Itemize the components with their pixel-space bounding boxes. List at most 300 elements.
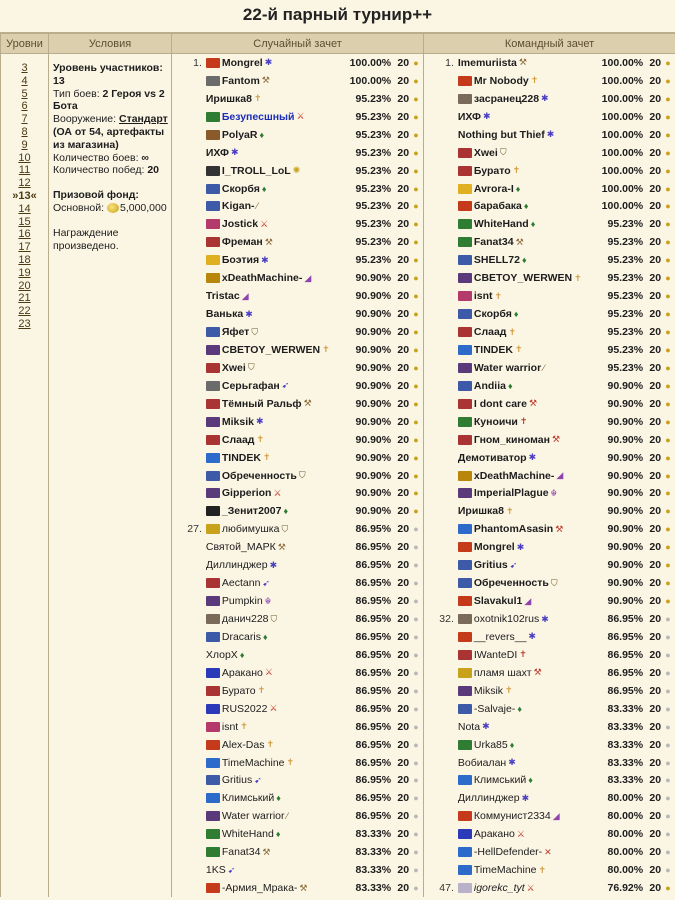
- player-name[interactable]: RUS2022: [221, 702, 268, 715]
- battle-type-value: 2 Героя vs 2 Бота: [53, 87, 165, 113]
- player-name[interactable]: TimeMachine: [473, 864, 537, 877]
- gold-medal-icon: ●: [665, 93, 671, 104]
- level-link[interactable]: 17: [18, 241, 31, 254]
- win-percent: 95.23%: [355, 146, 392, 159]
- level-link[interactable]: 3: [21, 62, 28, 74]
- class-icon: ◢: [556, 470, 564, 481]
- player-name[interactable]: Water warrior: [221, 810, 285, 823]
- clan-emblem-icon[interactable]: [206, 829, 220, 839]
- player-name[interactable]: Иришка8: [457, 505, 504, 518]
- player-cell: [206, 828, 341, 840]
- player-name[interactable]: PolyaR: [221, 128, 258, 141]
- clan-emblem-icon[interactable]: [206, 76, 220, 86]
- player-cell: [458, 326, 593, 338]
- player-name[interactable]: Xwei: [473, 146, 498, 159]
- clan-emblem-icon[interactable]: [458, 488, 472, 498]
- clan-emblem-icon[interactable]: [458, 273, 472, 283]
- standings-row: [424, 592, 675, 610]
- level-link[interactable]: 10: [18, 151, 31, 164]
- silver-medal-icon: ●: [665, 721, 671, 732]
- clan-emblem-icon[interactable]: [206, 363, 220, 373]
- player-name[interactable]: Аракано: [221, 666, 263, 679]
- class-icon: ✱: [541, 93, 549, 104]
- win-percent: 100.00%: [349, 56, 392, 69]
- win-percent: 86.95%: [355, 756, 392, 769]
- player-name[interactable]: 1KS: [205, 864, 226, 877]
- player-cell: [458, 613, 593, 625]
- player-name[interactable]: Святой_МАРК: [205, 541, 276, 554]
- level-link[interactable]: 11: [18, 164, 31, 177]
- player-name[interactable]: Яфет: [221, 326, 250, 339]
- player-cell: [458, 362, 593, 374]
- wins-count: 20: [397, 720, 410, 733]
- clan-emblem-icon[interactable]: [458, 578, 472, 588]
- clan-emblem-icon[interactable]: [206, 399, 220, 409]
- battles-label: Количество боев:: [53, 151, 139, 164]
- class-icon: ♦: [276, 793, 281, 804]
- player-name[interactable]: ИХФ: [205, 146, 229, 159]
- player-name[interactable]: Диллинджер: [457, 792, 520, 805]
- player-name[interactable]: Демотиватор: [457, 451, 527, 464]
- player-name[interactable]: TimeMachine: [221, 756, 285, 769]
- wins-value: 20: [147, 164, 159, 177]
- player-name[interactable]: Urka85: [473, 738, 508, 751]
- wins-count: 20: [397, 666, 410, 679]
- win-percent: 100.00%: [601, 74, 644, 87]
- player-name[interactable]: Вобиалан: [457, 756, 507, 769]
- clan-emblem-icon[interactable]: [206, 704, 220, 714]
- clan-emblem-icon[interactable]: [206, 811, 220, 821]
- clan-emblem-icon[interactable]: [458, 237, 472, 247]
- player-name[interactable]: isnt: [221, 720, 239, 733]
- clan-emblem-icon[interactable]: [206, 166, 220, 176]
- player-name[interactable]: Слаад: [473, 326, 507, 339]
- clan-emblem-icon[interactable]: [206, 847, 220, 857]
- player-name[interactable]: Avrora-I: [473, 182, 514, 195]
- player-name[interactable]: Gritius: [221, 774, 253, 787]
- clan-emblem-icon[interactable]: [206, 58, 220, 68]
- clan-emblem-icon[interactable]: [458, 614, 472, 624]
- clan-emblem-icon[interactable]: [458, 184, 472, 194]
- clan-emblem-icon[interactable]: [206, 273, 220, 283]
- wins-label: Количество побед:: [53, 164, 145, 177]
- player-name[interactable]: -HellDefender-: [473, 846, 543, 859]
- player-cell: [206, 631, 341, 643]
- player-name[interactable]: Обреченность: [473, 577, 549, 590]
- clan-emblem-icon[interactable]: [206, 758, 220, 768]
- clan-emblem-icon[interactable]: [458, 327, 472, 337]
- clan-emblem-icon[interactable]: [458, 596, 472, 606]
- player-name[interactable]: Серьгафан: [221, 379, 280, 392]
- player-name[interactable]: isnt: [473, 290, 493, 303]
- wins-count: 20: [649, 290, 662, 303]
- level-link[interactable]: 18: [18, 253, 31, 266]
- clan-emblem-icon[interactable]: [458, 381, 472, 391]
- player-name[interactable]: Ванька: [205, 308, 244, 321]
- player-name[interactable]: oxotnik102rus: [473, 613, 540, 626]
- clan-emblem-icon[interactable]: [206, 381, 220, 391]
- player-name[interactable]: Скорбя: [221, 182, 260, 195]
- clan-emblem-icon[interactable]: [206, 327, 220, 337]
- silver-medal-icon: ●: [413, 560, 419, 571]
- player-name[interactable]: Диллинджер: [205, 559, 268, 572]
- wins-count: 20: [649, 684, 662, 697]
- wins-count: 20: [397, 74, 410, 87]
- player-name[interactable]: TINDEK: [221, 451, 261, 464]
- player-name[interactable]: Аракано: [473, 828, 515, 841]
- win-percent: 80.00%: [607, 846, 644, 859]
- gold-medal-icon: ●: [413, 219, 419, 230]
- level-link[interactable]: 4: [21, 74, 28, 87]
- level-link[interactable]: 22: [18, 305, 31, 318]
- class-icon: ⚒: [277, 541, 286, 552]
- player-name[interactable]: -Армия_Мрака-: [221, 882, 298, 895]
- player-name[interactable]: igorekc_tyt: [473, 882, 525, 895]
- win-percent: 95.23%: [607, 308, 644, 321]
- player-name[interactable]: Kigan-: [221, 200, 255, 213]
- player-name[interactable]: Mongrel: [473, 541, 515, 554]
- clan-emblem-icon[interactable]: [206, 686, 220, 696]
- class-icon: ⚔: [516, 828, 525, 839]
- clan-emblem-icon[interactable]: [458, 345, 472, 355]
- player-cell: [206, 505, 341, 517]
- clan-emblem-icon[interactable]: [206, 883, 220, 893]
- win-percent: 100.00%: [601, 182, 644, 195]
- wins-count: 20: [649, 451, 662, 464]
- win-percent: 95.23%: [355, 236, 392, 249]
- class-icon: ⛉: [270, 613, 278, 624]
- clan-emblem-icon[interactable]: [206, 435, 220, 445]
- player-name[interactable]: Xwei: [221, 361, 246, 374]
- player-name[interactable]: Безупесшный: [221, 110, 295, 123]
- player-cell: [206, 272, 341, 284]
- clan-emblem-icon[interactable]: [206, 596, 220, 606]
- player-name[interactable]: Mongrel: [221, 56, 263, 69]
- clan-emblem-icon[interactable]: [458, 560, 472, 570]
- clan-emblem-icon[interactable]: [206, 453, 220, 463]
- win-percent: 100.00%: [349, 74, 392, 87]
- wins-count: 20: [397, 792, 410, 805]
- player-name[interactable]: ХлорХ: [205, 648, 238, 661]
- level-link[interactable]: 23: [18, 317, 31, 330]
- player-name[interactable]: Тёмный Ральф: [221, 397, 302, 410]
- silver-medal-icon: ●: [413, 865, 419, 876]
- clan-emblem-icon[interactable]: [458, 865, 472, 875]
- player-name[interactable]: Слаад: [221, 433, 255, 446]
- clan-emblem-icon[interactable]: [206, 417, 220, 427]
- level-link[interactable]: 7: [21, 113, 28, 126]
- win-percent: 95.23%: [607, 236, 644, 249]
- clan-emblem-icon[interactable]: [458, 309, 472, 319]
- player-name[interactable]: барабака: [473, 200, 522, 213]
- player-name[interactable]: Gipperion: [221, 487, 272, 500]
- level-link[interactable]: 14: [18, 202, 31, 215]
- clan-emblem-icon[interactable]: [458, 542, 472, 552]
- player-name[interactable]: Pumpkin: [221, 595, 263, 608]
- wins-count: 20: [397, 487, 410, 500]
- player-name[interactable]: данич228: [221, 613, 269, 626]
- player-name[interactable]: Jostick: [221, 218, 259, 231]
- class-icon: ✝: [505, 505, 514, 516]
- level-link[interactable]: 19: [18, 266, 31, 279]
- player-name[interactable]: Коммунист2334: [473, 810, 551, 823]
- wins-count: 20: [397, 541, 410, 554]
- level-link[interactable]: 9: [21, 138, 28, 151]
- player-name[interactable]: ImperialPlague: [473, 487, 549, 500]
- player-name[interactable]: Dracaris: [221, 630, 261, 643]
- player-name[interactable]: I dont care: [473, 397, 527, 410]
- win-percent: 83.33%: [607, 774, 644, 787]
- clan-emblem-icon[interactable]: [206, 578, 220, 588]
- player-cell: [206, 577, 341, 589]
- player-name[interactable]: Miksik: [221, 415, 254, 428]
- clan-emblem-icon[interactable]: [458, 847, 472, 857]
- wins-count: 20: [397, 684, 410, 697]
- clan-emblem-icon[interactable]: [458, 363, 472, 373]
- clan-emblem-icon[interactable]: [206, 722, 220, 732]
- clan-emblem-icon[interactable]: [458, 668, 472, 678]
- clan-emblem-icon[interactable]: [458, 740, 472, 750]
- player-name[interactable]: xDeathMachine-: [221, 272, 303, 285]
- player-name[interactable]: xDeathMachine-: [473, 469, 555, 482]
- player-name[interactable]: пламя шахт: [473, 666, 532, 679]
- clan-emblem-icon[interactable]: [206, 793, 220, 803]
- level-link[interactable]: 8: [21, 125, 28, 138]
- clan-emblem-icon[interactable]: [206, 488, 220, 498]
- player-cell: [458, 487, 593, 499]
- player-name[interactable]: Климський: [221, 792, 275, 805]
- player-name[interactable]: Nothing but Thief: [457, 128, 545, 141]
- standings-row: [424, 772, 675, 790]
- player-cell: [206, 200, 341, 212]
- player-name[interactable]: __revers__: [473, 630, 527, 643]
- standings-row: [172, 341, 423, 359]
- level-link[interactable]: 6: [21, 100, 28, 113]
- silver-medal-icon: ●: [413, 614, 419, 625]
- standings-row: [172, 269, 423, 287]
- wins-count: 20: [397, 613, 410, 626]
- player-name[interactable]: Климський: [473, 774, 527, 787]
- player-name[interactable]: PhantomAsasin: [473, 523, 554, 536]
- class-icon: ✝: [256, 434, 265, 445]
- clan-emblem-icon[interactable]: [458, 704, 472, 714]
- clan-emblem-icon[interactable]: [206, 201, 220, 211]
- standings-row: [424, 215, 675, 233]
- clan-emblem-icon[interactable]: [206, 506, 220, 516]
- class-icon: ⚒: [261, 75, 270, 86]
- player-name[interactable]: засранец228: [473, 92, 540, 105]
- clan-emblem-icon[interactable]: [458, 219, 472, 229]
- clan-emblem-icon[interactable]: [206, 219, 220, 229]
- player-name[interactable]: Гном_киноман: [473, 433, 550, 446]
- player-name[interactable]: Gritius: [473, 559, 508, 572]
- clan-emblem-icon[interactable]: [458, 471, 472, 481]
- level-link[interactable]: 12: [18, 177, 31, 190]
- player-name[interactable]: Fantom: [221, 74, 260, 87]
- standings-row: [172, 287, 423, 305]
- silver-medal-icon: ●: [665, 703, 671, 714]
- standings-row: [424, 736, 675, 754]
- player-name[interactable]: Miksik: [473, 684, 504, 697]
- gold-medal-icon: ●: [665, 111, 671, 122]
- player-cell: [458, 595, 593, 607]
- gold-medal-icon: ●: [665, 129, 671, 140]
- player-name[interactable]: Nota: [457, 720, 481, 733]
- player-name[interactable]: Боэтия: [221, 254, 260, 267]
- player-name[interactable]: Tristac: [205, 290, 240, 303]
- win-percent: 83.33%: [355, 828, 392, 841]
- player-name[interactable]: Бурато: [473, 164, 511, 177]
- clan-emblem-icon[interactable]: [458, 76, 472, 86]
- player-name[interactable]: CBETOY_WERWEN: [473, 272, 573, 285]
- clan-emblem-icon[interactable]: [458, 435, 472, 445]
- clan-emblem-icon[interactable]: [206, 614, 220, 624]
- clan-emblem-icon[interactable]: [458, 524, 472, 534]
- player-name[interactable]: Alex-Das: [221, 738, 265, 751]
- class-icon: ⚔: [269, 703, 278, 714]
- player-name[interactable]: Water warrior: [473, 361, 542, 374]
- clan-emblem-icon[interactable]: [458, 94, 472, 104]
- player-name[interactable]: TINDEK: [473, 343, 513, 356]
- clan-emblem-icon[interactable]: [206, 130, 220, 140]
- player-name[interactable]: Фреман: [221, 236, 263, 249]
- wins-count: 20: [649, 577, 662, 590]
- player-name[interactable]: Mr Nobody: [473, 74, 529, 87]
- wins-count: 20: [397, 523, 410, 536]
- win-percent: 86.95%: [355, 577, 392, 590]
- level-link[interactable]: »13«: [12, 189, 37, 202]
- win-percent: 86.95%: [355, 720, 392, 733]
- player-name[interactable]: Куноичи: [473, 415, 518, 428]
- player-cell: [206, 703, 341, 715]
- wins-count: 20: [397, 218, 410, 231]
- standings-row: [424, 502, 675, 520]
- clan-emblem-icon[interactable]: [458, 255, 472, 265]
- player-cell: [206, 129, 341, 141]
- clan-emblem-icon[interactable]: [206, 740, 220, 750]
- clan-emblem-icon[interactable]: [206, 184, 220, 194]
- wins-count: 20: [649, 128, 662, 141]
- clan-emblem-icon[interactable]: [206, 775, 220, 785]
- class-icon: ➹: [254, 774, 262, 785]
- clan-emblem-icon[interactable]: [458, 811, 472, 821]
- class-icon: ☬: [264, 595, 272, 606]
- player-name[interactable]: WhiteHand: [473, 218, 529, 231]
- gold-medal-icon: ●: [413, 470, 419, 481]
- standings-row: [172, 772, 423, 790]
- level-link[interactable]: 20: [18, 279, 31, 292]
- clan-emblem-icon[interactable]: [458, 166, 472, 176]
- clan-emblem-icon[interactable]: [458, 632, 472, 642]
- gold-medal-icon: ●: [665, 542, 671, 553]
- player-name[interactable]: ИХФ: [457, 110, 481, 123]
- standings-row: [172, 861, 423, 879]
- player-cell: [458, 470, 593, 482]
- player-name[interactable]: Fanat34: [221, 846, 261, 859]
- standings-row: [424, 807, 675, 825]
- standings-row: [172, 592, 423, 610]
- player-name[interactable]: WhiteHand: [221, 828, 274, 841]
- player-cell: [458, 846, 593, 858]
- level-link[interactable]: 15: [18, 215, 31, 228]
- player-name[interactable]: Бурато: [221, 684, 256, 697]
- standings-row: [424, 431, 675, 449]
- clan-emblem-icon[interactable]: [458, 650, 472, 660]
- player-name[interactable]: Fanat34: [473, 236, 514, 249]
- level-link[interactable]: 5: [21, 87, 28, 100]
- player-name[interactable]: Иришка8: [205, 92, 252, 105]
- clan-emblem-icon[interactable]: [206, 255, 220, 265]
- player-cell: [206, 380, 341, 392]
- standings-row: [424, 485, 675, 503]
- player-name[interactable]: I_TROLL_LoL: [221, 164, 291, 177]
- player-name[interactable]: любимушка: [221, 523, 280, 536]
- player-name[interactable]: -Salvaje-: [473, 702, 516, 715]
- clan-emblem-icon[interactable]: [206, 345, 220, 355]
- clan-emblem-icon[interactable]: [206, 471, 220, 481]
- wins-count: 20: [649, 828, 662, 841]
- clan-emblem-icon[interactable]: [458, 399, 472, 409]
- class-icon: ⚔: [296, 111, 305, 122]
- player-cell: [206, 344, 341, 356]
- clan-emblem-icon[interactable]: [458, 201, 472, 211]
- player-name[interactable]: Скорбя: [473, 308, 512, 321]
- gold-medal-icon: ●: [665, 416, 671, 427]
- wins-count: 20: [397, 702, 410, 715]
- clan-emblem-icon[interactable]: [458, 291, 472, 301]
- player-name[interactable]: IWanteDI: [473, 648, 518, 661]
- player-name[interactable]: Andiia: [473, 379, 506, 392]
- player-cell: [458, 111, 593, 123]
- class-icon: ♦: [507, 380, 513, 391]
- win-percent: 90.90%: [355, 272, 392, 285]
- player-name[interactable]: Imemuriista: [457, 56, 517, 69]
- player-cell: [458, 434, 593, 446]
- clan-emblem-icon[interactable]: [458, 417, 472, 427]
- clan-emblem-icon[interactable]: [458, 775, 472, 785]
- clan-emblem-icon[interactable]: [206, 524, 220, 534]
- level-link[interactable]: 16: [18, 228, 31, 241]
- win-percent: 90.90%: [607, 505, 644, 518]
- standings-row: [172, 72, 423, 90]
- level-link[interactable]: 21: [18, 292, 31, 305]
- player-name[interactable]: CBETOY_WERWEN: [221, 343, 321, 356]
- clan-emblem-icon[interactable]: [458, 148, 472, 158]
- clan-emblem-icon[interactable]: [458, 883, 472, 893]
- clan-emblem-icon[interactable]: [458, 686, 472, 696]
- win-percent: 86.95%: [355, 595, 392, 608]
- win-percent: 95.23%: [355, 200, 392, 213]
- wins-count: 20: [649, 505, 662, 518]
- class-icon: ◢: [304, 272, 312, 283]
- class-icon: ♦: [509, 739, 515, 750]
- player-cell: [458, 559, 593, 571]
- standings-row: [172, 395, 423, 413]
- win-percent: 95.23%: [607, 290, 644, 303]
- clan-emblem-icon[interactable]: [206, 112, 220, 122]
- player-name[interactable]: SHELL72: [473, 254, 520, 267]
- player-name[interactable]: Slavakul1: [473, 595, 523, 608]
- clan-emblem-icon[interactable]: [206, 668, 220, 678]
- clan-emblem-icon[interactable]: [206, 237, 220, 247]
- clan-emblem-icon[interactable]: [458, 829, 472, 839]
- player-name[interactable]: Aectann: [221, 577, 261, 590]
- wins-count: 20: [649, 756, 662, 769]
- clan-emblem-icon[interactable]: [206, 632, 220, 642]
- armament-link[interactable]: Стандарт: [118, 113, 168, 126]
- player-name[interactable]: _Зенит2007: [221, 505, 282, 518]
- player-name[interactable]: Обреченность: [221, 469, 297, 482]
